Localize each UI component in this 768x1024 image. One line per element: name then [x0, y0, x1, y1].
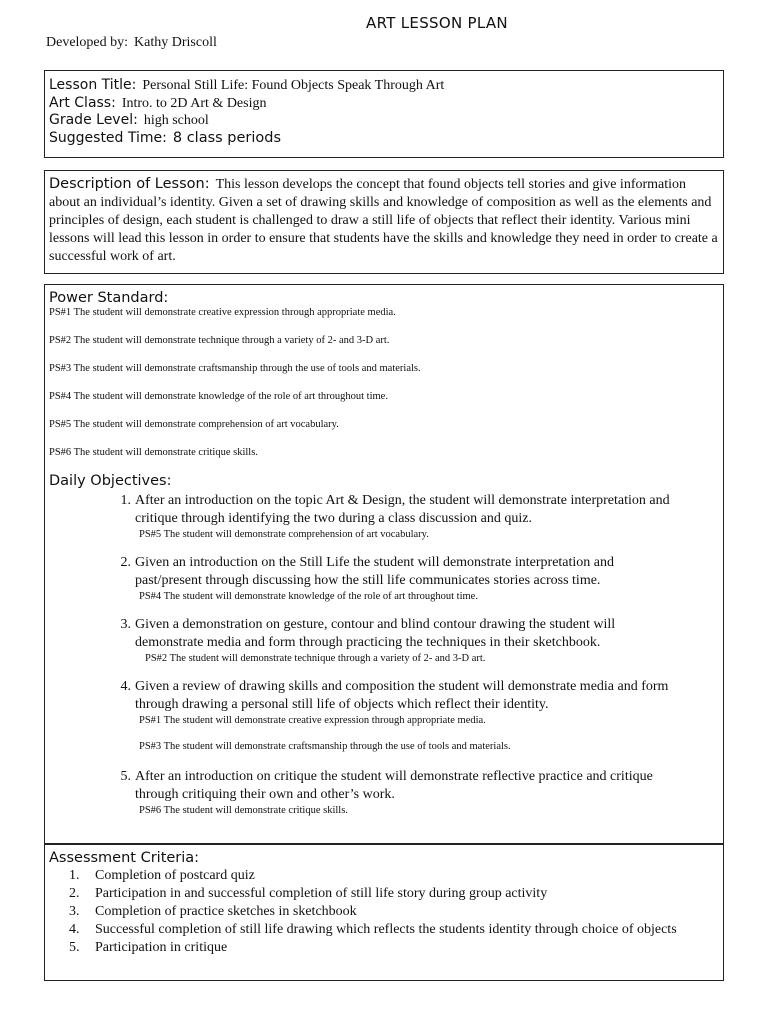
objective-text-line: After an introduction on critique the student will demonstrate reflective practice and critique: [135, 769, 653, 784]
objective-item: [117, 616, 719, 666]
assessment-number: 3.: [69, 904, 80, 919]
power-standard-heading: Power Standard:: [49, 290, 169, 306]
assessment-text: Completion of postcard quiz: [95, 868, 255, 883]
daily-objectives-heading: Daily Objectives:: [49, 473, 172, 489]
lesson-info-box: [44, 70, 724, 158]
lesson-title-value: Personal Still Life: Found Objects Speak Through Art: [142, 78, 445, 93]
objective-text-line: critique through identifying the two during a class discussion and quiz.: [135, 511, 532, 526]
developed-by-label: Developed by:: [46, 35, 129, 50]
objective-standard: PS#2 The student will demonstrate technique through a variety of 2- and 3-D art.: [145, 653, 486, 664]
assessment-item: [49, 885, 719, 903]
assessment-number: 2.: [69, 886, 80, 901]
power-standard-item: PS#2 The student will demonstrate technique through a variety of 2- and 3-D art.: [49, 335, 390, 346]
lesson-title-row: [49, 76, 719, 94]
developed-by: [46, 35, 217, 51]
objective-number: 4.: [120, 679, 131, 694]
description-label: Description of Lesson:: [49, 176, 210, 192]
assessment-number: 1.: [69, 868, 80, 883]
objective-number: 2.: [120, 555, 131, 570]
power-standard-item: PS#1 The student will demonstrate creative expression through appropriate media.: [49, 307, 396, 318]
objective-text-line: After an introduction on the topic Art & Design, the student will demonstrate interpretation and: [135, 493, 670, 508]
objective-item: [117, 768, 719, 818]
standards-objectives-box: [44, 284, 724, 844]
assessment-text: Participation in critique: [95, 940, 228, 955]
objective-standard: PS#5 The student will demonstrate comprehension of art vocabulary.: [139, 529, 429, 540]
assessment-list: [49, 867, 719, 957]
description-box: [44, 170, 724, 274]
grade-level-label: Grade Level:: [49, 112, 138, 128]
assessment-number: 4.: [69, 922, 80, 937]
objective-standard: PS#3 The student will demonstrate craftsmanship through the use of tools and materials.: [139, 741, 511, 752]
assessment-item: [49, 903, 719, 921]
assessment-number: 5.: [69, 940, 80, 955]
objective-number: 1.: [120, 493, 131, 508]
suggested-time-label: Suggested Time:: [49, 129, 167, 146]
objective-standard: PS#4 The student will demonstrate knowledge of the role of art throughout time.: [139, 591, 478, 602]
suggested-time-row: [49, 129, 719, 147]
objective-item: [117, 678, 719, 754]
assessment-item: [49, 921, 719, 939]
power-standard-item: PS#6 The student will demonstrate critique skills.: [49, 447, 258, 458]
description-body: This lesson develops the concept that found objects tell stories and give information about an individual’s identity. Given a set of drawing skills and knowledge of composition as well as the elements and principles of design, each student is challenged to draw a still life of objects that reflect their identity. Various mini lessons will lead this lesson in order to ensure that students have the skills and knowledge they need in order to create a successful work of art.: [49, 177, 718, 264]
lesson-title-label: Lesson Title:: [49, 77, 137, 93]
objective-text-line: Given a review of drawing skills and composition the student will demonstrate media and form: [135, 679, 669, 694]
assessment-box: [44, 844, 724, 981]
objective-text-line: Given a demonstration on gesture, contour and blind contour drawing the student will: [135, 617, 616, 632]
grade-level-row: [49, 111, 719, 129]
power-standard-item: PS#4 The student will demonstrate knowledge of the role of art throughout time.: [49, 391, 388, 402]
objective-standard: PS#6 The student will demonstrate critique skills.: [139, 805, 348, 816]
suggested-time-value: 8 class periods: [172, 129, 282, 146]
objective-number: 5.: [120, 769, 131, 784]
objective-text-line: through drawing a personal still life of objects which reflect their identity.: [135, 697, 549, 712]
assessment-text: Completion of practice sketches in sketchbook: [95, 904, 357, 919]
assessment-text: Successful completion of still life drawing which reflects the students identity through choice of objects: [95, 922, 677, 937]
objective-number: 3.: [120, 617, 131, 632]
objective-text-line: through critiquing their own and other’s work.: [135, 787, 395, 802]
objective-text-line: demonstrate media and form through practicing the techniques in their sketchbook.: [135, 635, 601, 650]
objective-item: [117, 492, 719, 542]
power-standard-item: PS#3 The student will demonstrate craftsmanship through the use of tools and materials.: [49, 363, 421, 374]
art-class-value: Intro. to 2D Art & Design: [121, 95, 267, 111]
description-text: [49, 175, 719, 266]
developer-name: Kathy Driscoll: [134, 35, 217, 50]
objective-item: [117, 554, 719, 604]
art-class-row: [49, 94, 719, 112]
objective-standard: PS#1 The student will demonstrate creative expression through appropriate media.: [139, 715, 486, 726]
grade-level-value: high school: [143, 113, 209, 128]
assessment-item: [49, 939, 719, 957]
objective-text-line: past/present through discussing how the still life communicates stories across time.: [135, 573, 601, 588]
objective-text-line: Given an introduction on the Still Life the student will demonstrate interpretation and: [135, 555, 615, 570]
art-class-label: Art Class:: [49, 94, 116, 111]
assessment-heading: Assessment Criteria:: [49, 850, 200, 866]
assessment-text: Participation in and successful completion of still life story during group activity: [95, 886, 548, 901]
power-standard-item: PS#5 The student will demonstrate comprehension of art vocabulary.: [49, 419, 339, 430]
page-title: ART LESSON PLAN: [366, 14, 508, 32]
assessment-item: [49, 867, 719, 885]
